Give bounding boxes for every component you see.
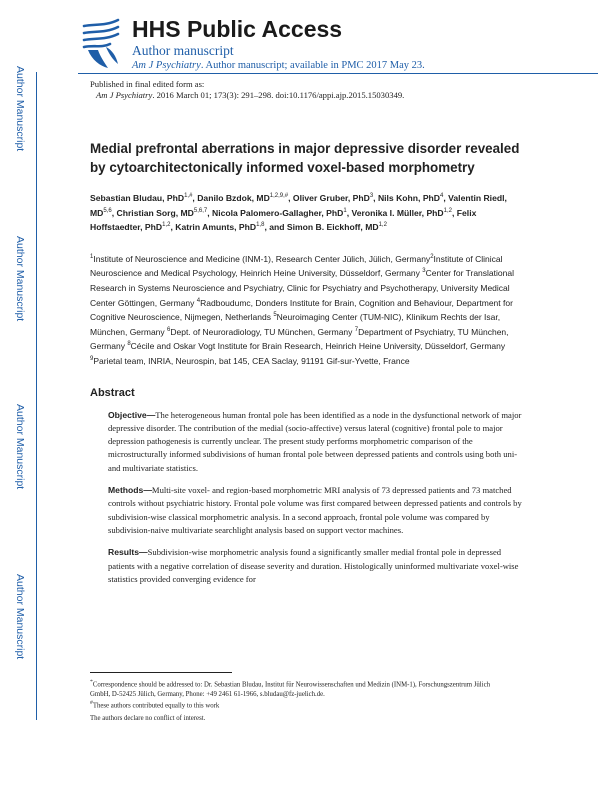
sidebar-divider — [36, 72, 37, 720]
journal-name: Am J Psychiatry — [132, 60, 201, 71]
author-list — [90, 191, 522, 235]
methods-text: Multi-site voxel- and region-based morphometric MRI analysis of 73 depressed patients and 73 matched controls without psychiatric history. Frontal pole volume was first compared between depressed patients and controls by subdivision-wise classical morphometric analysis. In a second approach, frontal pole volume was compared by subdivision-naive multivariate searchlight analysis based on support vector machines. — [108, 485, 522, 535]
availability-text: . Author manuscript; available in PMC 2017 May 23. — [200, 60, 425, 71]
abstract-heading: Abstract — [90, 386, 135, 399]
author-separator: , — [192, 193, 198, 203]
footnote-divider — [90, 672, 232, 673]
author-affiliation-marker: 5,6,7 — [193, 207, 208, 214]
author-name: Katrin Amunts, PhD — [175, 222, 257, 233]
author-name: Christian Sorg, MD — [116, 207, 194, 218]
journal-availability — [132, 59, 425, 72]
affiliation-marker: 4 — [196, 297, 201, 304]
abstract-results — [90, 546, 522, 586]
citation — [90, 90, 522, 101]
affiliation-list — [90, 252, 522, 369]
affiliation-text: Center for Translational Research in Systems Neuroscience and Psychiatry, Clinic for Psychiatry and Psychotherapy, University Medical Center Göttingen, Germany — [90, 268, 514, 308]
header-divider — [78, 73, 598, 74]
author-affiliation-marker: 1,2 — [443, 207, 452, 214]
sidebar-label-author-manuscript: Author Manuscript — [14, 66, 26, 152]
sidebar-label-author-manuscript: Author Manuscript — [14, 574, 26, 660]
hhs-title: HHS Public Access — [132, 16, 343, 42]
objective-label: Objective— — [108, 409, 156, 420]
affiliation-marker: 6 — [167, 326, 171, 333]
results-label: Results— — [108, 547, 148, 558]
author-affiliation-marker: 1 — [343, 207, 347, 214]
affiliation-text: Neuroimaging Center (TUM-NIC), Klinikum Rechts der Isar, München, Germany — [90, 312, 501, 337]
manuscript-label: Author manuscript — [132, 43, 234, 58]
results-text: Subdivision-wise morphometric analysis found a significantly smaller medial frontal pole in depressed patients with a negative correlation of disease severity and duration. Histologically uninformed multivariate voxel-wise statistics provided converging evidence for — [108, 547, 519, 584]
affiliation-marker: 9 — [90, 356, 94, 363]
hhs-header — [78, 12, 598, 74]
author-affiliation-marker: 5,6 — [103, 207, 112, 214]
affiliation-text: Dept. of Neuroradiology, TU München, Germany — [170, 326, 355, 337]
author-separator: , — [346, 207, 352, 218]
affiliation-marker: 1 — [90, 253, 94, 260]
sidebar-label-author-manuscript: Author Manuscript — [14, 236, 26, 322]
author-affiliation-marker: 1,8 — [256, 222, 265, 229]
author-affiliation-marker: 3 — [369, 193, 374, 200]
correspondence-footnote — [90, 678, 510, 699]
sidebar-label-author-manuscript: Author Manuscript — [14, 404, 26, 490]
affiliation-marker: 3 — [422, 268, 426, 275]
objective-text: The heterogeneous human frontal pole has been identified as a node in the dysfunctional network of major depressive disorder. The contribution of the medial (socio-affective) versus lateral (cognitive) frontal pole to major depression pathogenesis is currently unclear. The present study performs morphometric comparison of the microstructurally informed subdivisions of human frontal pole between depressed patients and controls using both uni- and multivariate statistics. — [108, 409, 522, 473]
correspondence-text: Correspondence should be addressed to: Dr. Sebastian Bludau, Institut für Neurowissenschaften und Medizin (INM-1), Forschungszentrum Jülich GmbH, D-52425 Jülich, Germany, Phone: +49 2461 61-1966, s.bludau@fz-juelich.de. — [90, 681, 490, 698]
correspondence-marker: * — [90, 679, 93, 685]
author-separator: , — [207, 207, 212, 218]
author-affiliation-marker: 4 — [440, 193, 444, 200]
equal-contribution-marker: # — [90, 700, 93, 707]
abstract-objective — [90, 409, 522, 475]
equal-contribution-text: These authors contributed equally to this work — [92, 702, 220, 710]
methods-label: Methods— — [108, 485, 152, 496]
author-name: Veronika I. Müller, PhD — [351, 207, 444, 218]
affiliation-text: Institute of Neuroscience and Medicine (INM-1), Research Center Jülich, Jülich, Germany — [93, 253, 431, 264]
citation-journal: Am J Psychiatry — [96, 90, 153, 100]
author-separator: , — [443, 193, 449, 203]
author-separator: , — [288, 193, 293, 203]
author-affiliation-marker: 1,# — [184, 193, 193, 200]
affiliation-marker: 7 — [354, 326, 359, 333]
author-separator: , — [170, 222, 176, 233]
affiliation-text: Radboudumc, Donders Institute for Brain, Cognition and Behaviour, Department for Cognitive Neuroscience, Nijmegen, Netherlands — [90, 297, 513, 323]
affiliation-text: Cécile and Oskar Vogt Institute for Brain Research, Heinrich Heine University, Düsseldorf, Germany — [130, 341, 506, 352]
author-name: Felix Hoffstaedter, PhD — [90, 207, 477, 233]
published-line: Published in final edited form as: — [90, 79, 205, 89]
affiliation-text: Institute of Clinical Neuroscience and Medical Psychology, Heinrich Heine University, Düsseldorf, Germany — [90, 253, 503, 279]
author-affiliation-marker: 1,2,9,# — [269, 193, 289, 200]
affiliation-marker: 8 — [127, 341, 131, 348]
author-name: Valentin Riedl, MD — [90, 193, 507, 218]
author-separator: , — [111, 207, 117, 218]
author-name: Danilo Bzdok, MD — [197, 193, 270, 203]
author-separator: , — [452, 207, 457, 218]
author-name: Simon B. Eickhoff, MD — [286, 222, 379, 233]
author-affiliation-marker: 1,2 — [378, 222, 387, 229]
affiliation-marker: 2 — [430, 253, 434, 260]
article-title: Medial prefrontal aberrations in major depressive disorder revealed by cytoarchitectonically informed voxel-based morphometry — [90, 141, 520, 175]
abstract-methods — [90, 484, 522, 537]
author-affiliation-marker: 1,2 — [162, 222, 171, 229]
conflict-statement: The authors declare no conflict of interest. — [90, 715, 206, 723]
author-name: Oliver Gruber, PhD — [292, 193, 370, 203]
article-body — [90, 76, 522, 586]
hhs-eagle-logo-icon — [78, 14, 124, 70]
author-name: Nicola Palomero-Gallagher, PhD — [212, 207, 344, 218]
author-name: Sebastian Bludau, PhD — [90, 193, 185, 203]
sidebar — [0, 0, 40, 792]
affiliation-text: Parietal team, INRIA, Neurospin, bat 145, CEA Saclay, 91191 Gif-sur-Yvette, France — [93, 355, 410, 366]
author-separator: , and — [264, 222, 287, 233]
citation-details: . 2016 March 01; 173(3): 291–298. doi:10.1176/appi.ajp.2015.15030349. — [152, 90, 405, 100]
equal-contribution-footnote — [90, 699, 510, 711]
affiliation-text: Department of Psychiatry, TU München, Germany — [90, 326, 509, 352]
footnotes — [90, 678, 510, 724]
author-name: Nils Kohn, PhD — [377, 193, 441, 203]
author-separator: , — [373, 193, 378, 203]
affiliation-marker: 5 — [273, 312, 277, 319]
